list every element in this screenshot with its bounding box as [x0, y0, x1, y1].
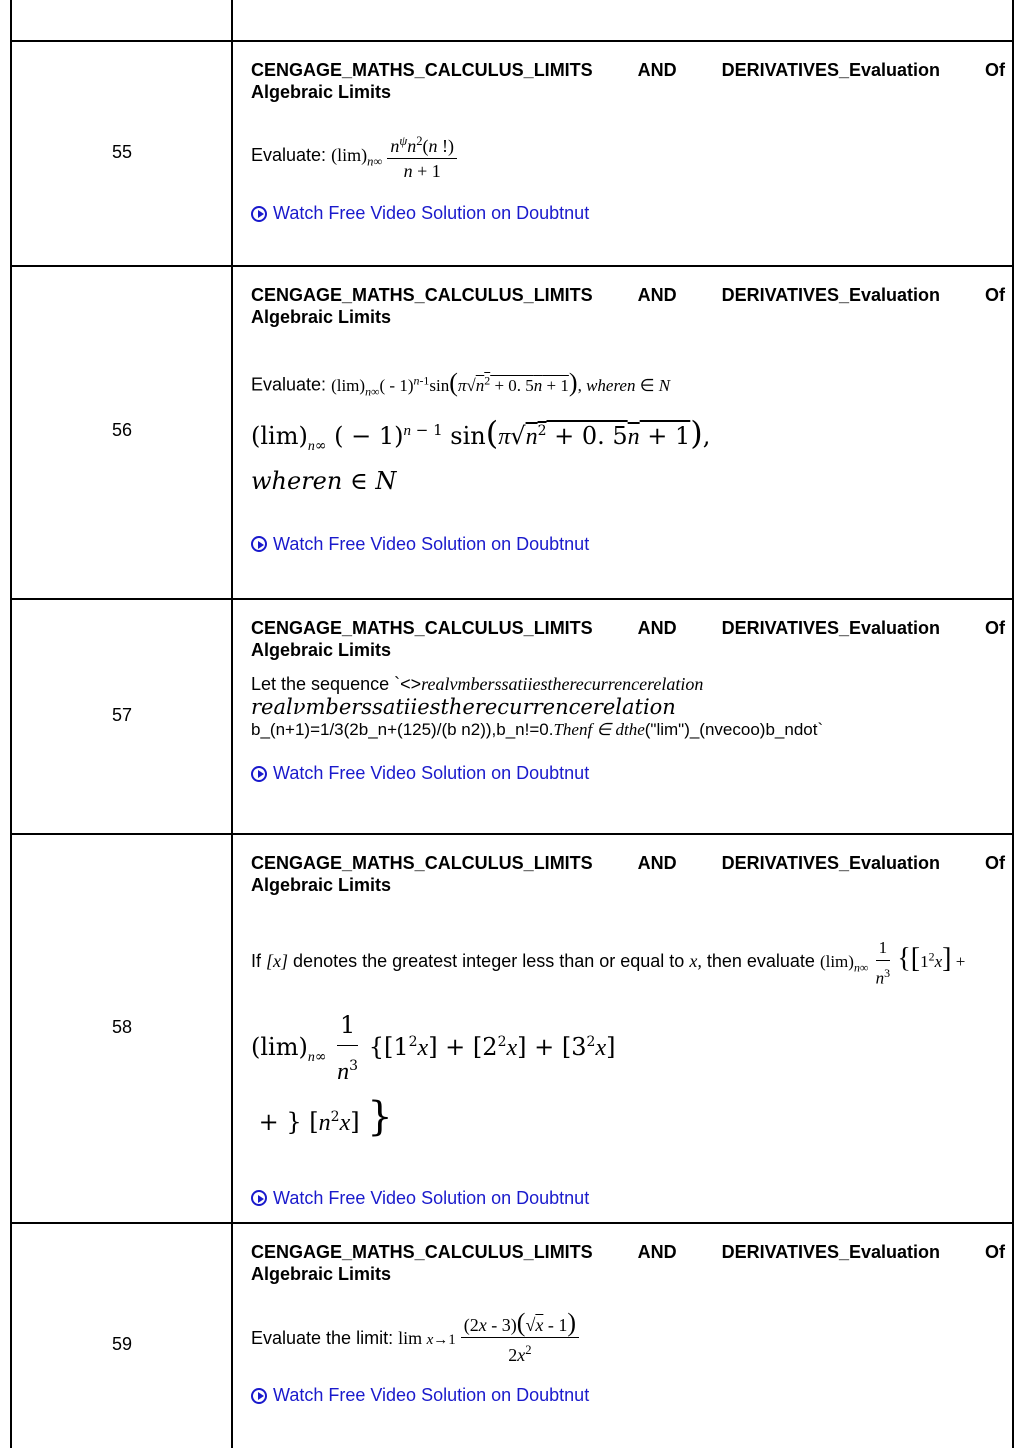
- display-formula-line2: + } $[n^2x]$ }: [251, 1093, 393, 1140]
- question-title: CENGAGE_MATHS_CALCULUS_LIMITS AND DERIVATIVES_Evaluation Of Algebraic Limits: [251, 60, 1005, 102]
- question-cell: [251, 1241, 1005, 1409]
- inline-formula: $(\lim)_{n\infty}( - 1)^{n-1}\sin(\pi√n^2 + 0$. 5n + 1), wheren ∈ N: [331, 367, 671, 399]
- table-row: [12, 835, 1012, 1222]
- question-text: Evaluate the limit: lim x→1 $\frac{(2x - 3)(√x - 1)}{2x^2}$: [251, 1311, 1005, 1367]
- play-circle-icon: [251, 536, 267, 552]
- question-text: Evaluate: $(\lim)_{n\infty}$ $\frac{n^\psi n^2(n !)}{n + 1}$: [251, 129, 1005, 183]
- watch-video-link[interactable]: Watch Free Video Solution on Doubtnut: [251, 203, 589, 224]
- question-cell: [251, 284, 1005, 557]
- question-number: 59: [111, 1334, 133, 1354]
- question-cell: [251, 59, 1005, 227]
- display-formula: $(\lim)_{n\infty}$ $\frac{1}{n^3}$ {$[1^2x] + [2^2x] + [3^2x]$: [251, 1005, 1024, 1092]
- watch-video-link[interactable]: Watch Free Video Solution on Doubtnut: [251, 1188, 589, 1209]
- limit-operator: lim x→1: [398, 1327, 456, 1348]
- table-row: [12, 600, 1012, 833]
- question-title: CENGAGE_MATHS_CALCULUS_LIMITS AND DERIVATIVES_Evaluation Of Algebraic Limits: [251, 618, 1005, 660]
- play-circle-icon: [251, 1388, 267, 1404]
- question-number: 55: [111, 142, 133, 162]
- question-number: 58: [111, 1017, 133, 1037]
- display-formula: $(\lim)_{n\infty}$ ( − 1)$^{n - 1}$ $\sin(\pi√n^2 + 0$. 5n + 1),: [251, 414, 711, 454]
- table-row: [12, 1224, 1012, 1448]
- question-title: CENGAGE_MATHS_CALCULUS_LIMITS AND DERIVATIVES_Evaluation Of Algebraic Limits: [251, 853, 1005, 895]
- table-row: [12, 42, 1012, 265]
- watch-video-link[interactable]: Watch Free Video Solution on Doubtnut: [251, 763, 589, 784]
- inline-formula: $(\lim)_{n\infty}$ $\frac{1}{n^3}$ {$[1^2x]$ +: [819, 938, 966, 988]
- table-row: [12, 267, 1012, 598]
- play-circle-icon: [251, 766, 267, 782]
- play-circle-icon: [251, 1190, 267, 1206]
- question-number: 57: [111, 705, 133, 725]
- question-text: Let the sequence `<>realvmberssatiiestherecurrencerelation realνmberssatiiestherecurrencerelation b_(n+1)=1/3(2b_n+(125)/(b n2)),b_n!=0.Thenf ∈ dthe("lim")_(nvecoo)b_ndot`: [251, 674, 824, 739]
- play-circle-icon: [251, 206, 267, 222]
- limit-operator: $(\lim)_{n\infty}$: [331, 144, 383, 169]
- question-text: Evaluate: $(\lim)_{n\infty}( - 1)^{n-1}\sin(\pi√n^2 + 0$. 5n + 1), wheren ∈ N: [251, 367, 671, 399]
- fraction: $\frac{n^\psi n^2(n !)}{n + 1}$: [387, 129, 457, 183]
- question-text: If [x] denotes the greatest integer less than or equal to x, then evaluate $(\lim)_{n\infty}$ $\frac{1}{n^3}$ {$[1^2x]$ +: [251, 938, 966, 988]
- watch-video-link[interactable]: Watch Free Video Solution on Doubtnut: [251, 1385, 589, 1406]
- question-title: CENGAGE_MATHS_CALCULUS_LIMITS AND DERIVATIVES_Evaluation Of Algebraic Limits: [251, 1242, 1005, 1284]
- table-border-right: [1012, 0, 1014, 1448]
- watch-video-link[interactable]: Watch Free Video Solution on Doubtnut: [251, 534, 589, 555]
- fraction: $\frac{(2x - 3)(√x - 1)}{2x^2}$: [461, 1311, 579, 1367]
- question-title: CENGAGE_MATHS_CALCULUS_LIMITS AND DERIVATIVES_Evaluation Of Algebraic Limits: [251, 285, 1005, 327]
- question-cell: [251, 617, 1005, 787]
- display-formula-line2: wheren ∈ N: [251, 466, 397, 495]
- question-number: 56: [111, 420, 133, 440]
- question-cell: [251, 852, 1024, 1211]
